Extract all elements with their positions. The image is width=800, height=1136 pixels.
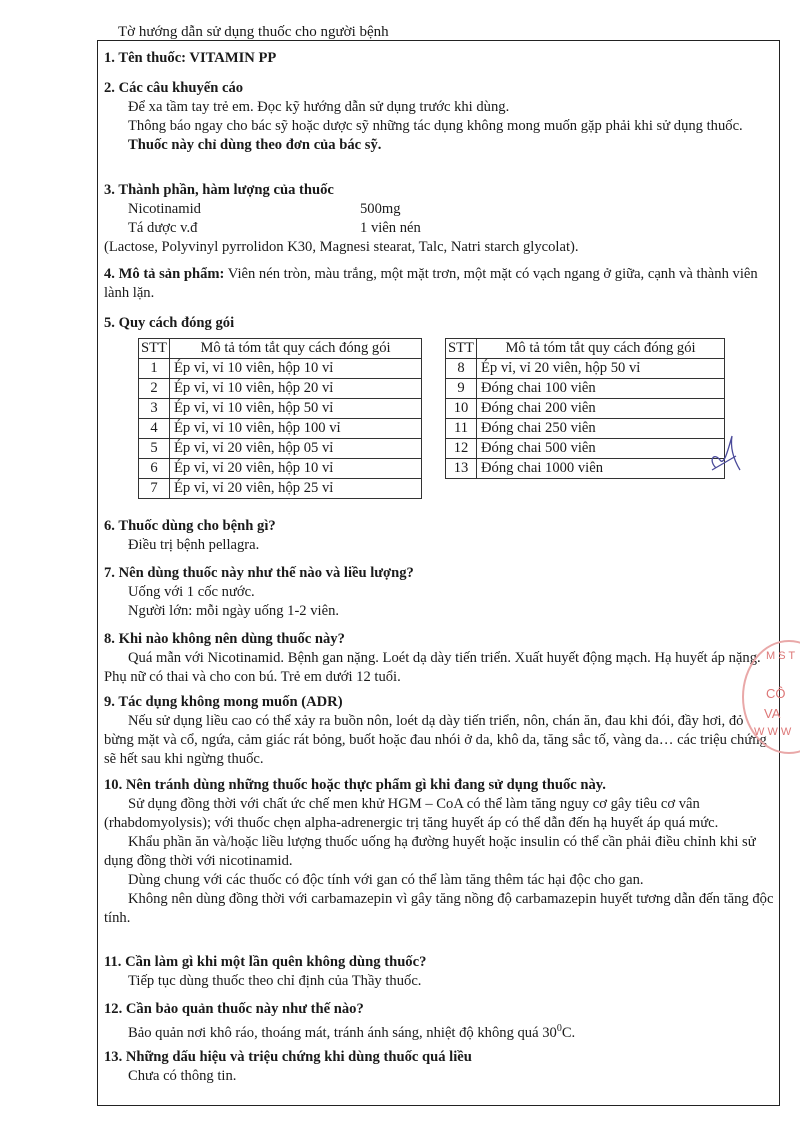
interaction-para-1: Sử dụng đồng thời với chất ức chế men khử HGM – CoA có thể làm tăng nguy cơ gây tiêu cơ vân (rhabdomyolysis); với thuốc chẹn alpha-adrenergic trị tăng huyết áp có thể dẫn đến hạ huyết áp quá mức. [104, 796, 719, 831]
row-number: 8 [446, 359, 477, 379]
section-12 [104, 1000, 774, 1043]
section-5 [104, 314, 774, 333]
table-row [446, 399, 725, 419]
table-row [446, 419, 725, 439]
section-13-title: 13. Những dấu hiệu và triệu chứng khi dùng thuốc quá liều [104, 1049, 472, 1065]
warning-keep-away: Để xa tầm tay trẻ em. Đọc kỹ hướng dẫn sử dụng trước khi dùng. [128, 99, 510, 115]
row-number: 6 [139, 459, 170, 479]
stamp-text-1: CÔ [766, 686, 786, 701]
section-4 [104, 265, 774, 303]
row-description: Ép vỉ, vỉ 10 viên, hộp 50 vỉ [170, 399, 422, 419]
section-6 [104, 517, 774, 555]
table-row [139, 399, 422, 419]
warning-prescription-only: Thuốc này chỉ dùng theo đơn của bác sỹ. [128, 137, 382, 153]
row-description: Đóng chai 100 viên [477, 379, 725, 399]
signature-mark [706, 430, 746, 480]
section-4-title: 4. Mô tả sản phẩm: [104, 266, 225, 282]
table-header-stt: STT [139, 339, 170, 359]
row-number: 2 [139, 379, 170, 399]
interaction-para-4: Không nên dùng đồng thời với carbamazepin vì gây tăng nồng độ carbamazepin huyết tương dẫn đến tăng độc tính. [104, 891, 774, 926]
section-13 [104, 1048, 774, 1086]
section-9 [104, 693, 774, 769]
dosage-line-1: Uống với 1 cốc nước. [128, 584, 255, 600]
table-row [139, 419, 422, 439]
row-number: 3 [139, 399, 170, 419]
section-2-title: 2. Các câu khuyến cáo [104, 80, 244, 96]
excipient-name: Tá dược v.đ [128, 220, 198, 236]
table-row [446, 459, 725, 479]
ingredient-name: Nicotinamid [128, 201, 201, 217]
contraindications-text: Quá mẫn với Nicotinamid. Bệnh gan nặng. Loét dạ dày tiến triển. Xuất huyết động mạch. Hạ huyết áp nặng. Phụ nữ có thai và cho con bú. Trẻ em dưới 12 tuổi. [104, 650, 761, 685]
row-number: 11 [446, 419, 477, 439]
row-description: Ép vỉ, vỉ 20 viên, hộp 10 vỉ [170, 459, 422, 479]
table-row [139, 439, 422, 459]
storage-text-main: Bảo quản nơi khô ráo, thoáng mát, tránh ánh sáng, nhiệt độ không quá 30 [128, 1024, 557, 1041]
ingredient-row [104, 200, 774, 219]
section-10-title: 10. Nên tránh dùng những thuốc hoặc thực phẩm gì khi đang sử dụng thuốc này. [104, 777, 606, 793]
row-description: Ép vỉ, vỉ 20 viên, hộp 05 vỉ [170, 439, 422, 459]
table-row [446, 359, 725, 379]
table-header-description: Mô tả tóm tắt quy cách đóng gói [477, 339, 725, 359]
product-description: Viên nén tròn, màu trắng, một mặt trơn, một mặt có vạch ngang ở giữa, cạnh và thành viên lành lặn. [104, 266, 758, 301]
row-description: Ép vỉ, vỉ 20 viên, hộp 25 vỉ [170, 479, 422, 499]
row-number: 9 [446, 379, 477, 399]
row-number: 1 [139, 359, 170, 379]
storage-unit: C. [561, 1024, 576, 1041]
section-11-title: 11. Cần làm gì khi một lần quên không dùng thuốc? [104, 954, 427, 970]
table-row [139, 379, 422, 399]
storage-text [104, 1019, 774, 1043]
section-1-title: 1. Tên thuốc: VITAMIN PP [104, 50, 277, 66]
storage-degree: 0 [556, 1023, 562, 1034]
section-11 [104, 953, 774, 991]
dosage-line-2: Người lớn: mỗi ngày uống 1-2 viên. [128, 603, 340, 619]
row-number: 13 [446, 459, 477, 479]
table-row [446, 379, 725, 399]
indication-text: Điều trị bệnh pellagra. [128, 537, 260, 553]
section-8 [104, 630, 774, 687]
missed-dose-text: Tiếp tục dùng thuốc theo chỉ định của Thầy thuốc. [128, 973, 422, 989]
section-3 [104, 181, 774, 257]
row-number: 5 [139, 439, 170, 459]
row-description: Đóng chai 1000 viên [477, 459, 725, 479]
stamp-text-top: M S T [766, 650, 796, 662]
stamp-text-bottom: W W W [754, 726, 792, 738]
row-description: Ép vỉ, vỉ 10 viên, hộp 100 vỉ [170, 419, 422, 439]
row-description: Đóng chai 500 viên [477, 439, 725, 459]
excipient-row [104, 219, 774, 238]
document-header: Tờ hướng dẫn sử dụng thuốc cho người bệnh [118, 24, 389, 40]
table-header-stt: STT [446, 339, 477, 359]
section-2 [104, 79, 774, 155]
section-5-title: 5. Quy cách đóng gói [104, 315, 235, 331]
row-description: Ép vỉ, vỉ 10 viên, hộp 20 vỉ [170, 379, 422, 399]
section-9-title: 9. Tác dụng không mong muốn (ADR) [104, 694, 343, 710]
section-8-title: 8. Khi nào không nên dùng thuốc này? [104, 631, 345, 647]
section-12-title: 12. Cần bảo quản thuốc này như thế nào? [104, 1001, 364, 1017]
row-description: Ép vỉ, vỉ 10 viên, hộp 10 vỉ [170, 359, 422, 379]
ingredient-amount: 500mg [360, 201, 401, 217]
row-number: 7 [139, 479, 170, 499]
section-6-title: 6. Thuốc dùng cho bệnh gì? [104, 518, 276, 534]
stamp-text-2: VA [764, 706, 781, 721]
table-header-description: Mô tả tóm tắt quy cách đóng gói [170, 339, 422, 359]
row-number: 12 [446, 439, 477, 459]
row-number: 4 [139, 419, 170, 439]
table-row [139, 359, 422, 379]
adverse-effects-text: Nếu sử dụng liều cao có thể xảy ra buồn nôn, loét dạ dày tiến triển, nôn, chán ăn, đau khi đói, đầy hơi, đỏ bừng mặt và cổ, ngứa, cảm giác rát bỏng, buốt hoặc đau nhói ở da, khô da, tăng sắc tố, vàng da… các triệu chứng sẽ hết sau khi ngừng thuốc. [104, 713, 767, 767]
excipient-amount: 1 viên nén [360, 220, 421, 236]
row-description: Đóng chai 200 viên [477, 399, 725, 419]
row-description: Ép vỉ, vỉ 20 viên, hộp 50 vỉ [477, 359, 725, 379]
table-row [139, 479, 422, 499]
warning-notify-doctor: Thông báo ngay cho bác sỹ hoặc dược sỹ những tác dụng không mong muốn gặp phải khi sử dụng thuốc. [128, 118, 743, 134]
interaction-para-3: Dùng chung với các thuốc có độc tính với gan có thể làm tăng thêm tác hại độc cho gan. [128, 872, 644, 888]
packaging-table-right [445, 338, 725, 479]
section-10 [104, 776, 774, 928]
row-number: 10 [446, 399, 477, 419]
excipient-list: (Lactose, Polyvinyl pyrrolidon K30, Magnesi stearat, Talc, Natri starch glycolat). [104, 239, 579, 255]
table-row [139, 459, 422, 479]
section-1 [104, 49, 774, 68]
row-description: Đóng chai 250 viên [477, 419, 725, 439]
section-7-title: 7. Nên dùng thuốc này như thế nào và liều lượng? [104, 565, 414, 581]
packaging-table-left [138, 338, 422, 499]
table-row [446, 439, 725, 459]
interaction-para-2: Khẩu phần ăn và/hoặc liều lượng thuốc uống hạ đường huyết hoặc insulin có thể cần phải điều chỉnh khi sử dụng đồng thời với nicotinamid. [104, 834, 756, 869]
section-7 [104, 564, 774, 621]
section-3-title: 3. Thành phần, hàm lượng của thuốc [104, 182, 334, 198]
overdose-text: Chưa có thông tin. [128, 1068, 237, 1084]
